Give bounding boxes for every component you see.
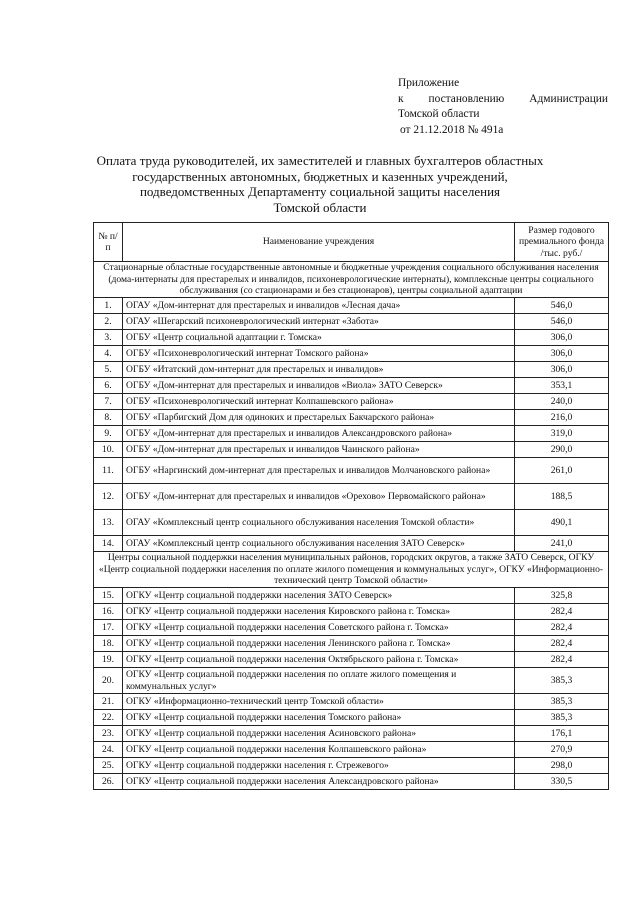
table-row [94, 758, 609, 774]
row-institution-name: ОГБУ «Итатский дом-интернат для престарелых и инвалидов» [123, 362, 515, 378]
row-number: 21. [94, 694, 123, 710]
row-institution-name: ОГАУ «Дом-интернат для престарелых и инвалидов «Лесная дача» [123, 298, 515, 314]
row-number: 9. [94, 426, 123, 442]
row-number: 4. [94, 346, 123, 362]
row-institution-name: ОГКУ «Центр социальной поддержки населения г. Стрежевого» [123, 758, 515, 774]
table-row [94, 620, 609, 636]
row-number: 6. [94, 378, 123, 394]
row-number: 3. [94, 330, 123, 346]
annex-date-number: от 21.12.2018 № 491а [400, 123, 504, 136]
row-fund-amount: 240,0 [515, 394, 609, 410]
row-institution-name: ОГБУ «Парбигский Дом для одиноких и престарелых Бакчарского района» [123, 410, 515, 426]
table-row [94, 330, 609, 346]
row-institution-name: ОГКУ «Центр социальной поддержки населения Советского района г. Томска» [123, 620, 515, 636]
row-number: 23. [94, 726, 123, 742]
row-fund-amount: 330,5 [515, 774, 609, 790]
annex-word-administration: Администрации [529, 92, 608, 105]
table-row [94, 636, 609, 652]
document-title [90, 153, 550, 215]
row-institution-name: ОГАУ «Комплексный центр социального обслуживания населения ЗАТО Северск» [123, 536, 515, 552]
row-number: 16. [94, 604, 123, 620]
header-name: Наименование учреждения [123, 223, 515, 262]
annex-word-k: к [398, 92, 404, 105]
row-institution-name: ОГБУ «Дом-интернат для престарелых и инвалидов «Виола» ЗАТО Северск» [123, 378, 515, 394]
table-row [94, 510, 609, 536]
table-row [94, 314, 609, 330]
row-fund-amount: 176,1 [515, 726, 609, 742]
row-institution-name: ОГКУ «Центр социальной поддержки населения Томского района» [123, 710, 515, 726]
row-institution-name: ОГБУ «Наргинский дом-интернат для престарелых и инвалидов Молчановского района» [123, 458, 515, 484]
row-number: 12. [94, 484, 123, 510]
table-row [94, 652, 609, 668]
row-institution-name: ОГБУ «Психоневрологический интернат Колпашевского района» [123, 394, 515, 410]
row-number: 13. [94, 510, 123, 536]
row-fund-amount: 385,3 [515, 710, 609, 726]
table-row [94, 742, 609, 758]
row-institution-name: ОГКУ «Центр социальной поддержки населения Александровского района» [123, 774, 515, 790]
table-row [94, 668, 609, 694]
table-row [94, 362, 609, 378]
annex-region: Томской области [398, 108, 480, 121]
row-number: 26. [94, 774, 123, 790]
row-fund-amount: 546,0 [515, 314, 609, 330]
table-row [94, 536, 609, 552]
row-number: 5. [94, 362, 123, 378]
row-fund-amount: 325,8 [515, 588, 609, 604]
row-fund-amount: 319,0 [515, 426, 609, 442]
row-fund-amount: 270,9 [515, 742, 609, 758]
row-fund-amount: 188,5 [515, 484, 609, 510]
row-institution-name: ОГКУ «Центр социальной поддержки населения Кировского района г. Томска» [123, 604, 515, 620]
bonus-fund-table [93, 222, 609, 790]
row-number: 10. [94, 442, 123, 458]
annex-title: Приложение [398, 77, 460, 89]
row-fund-amount: 282,4 [515, 636, 609, 652]
title-line-4: Томской области [273, 199, 367, 215]
row-number: 15. [94, 588, 123, 604]
row-institution-name: ОГАУ «Комплексный центр социального обслуживания населения Томской области» [123, 510, 515, 536]
row-fund-amount: 290,0 [515, 442, 609, 458]
table-row [94, 710, 609, 726]
row-fund-amount: 306,0 [515, 346, 609, 362]
row-fund-amount: 282,4 [515, 604, 609, 620]
row-fund-amount: 546,0 [515, 298, 609, 314]
table-row [94, 458, 609, 484]
row-institution-name: ОГКУ «Центр социальной поддержки населения Ленинского района г. Томска» [123, 636, 515, 652]
table-header-row [94, 223, 609, 262]
row-fund-amount: 282,4 [515, 620, 609, 636]
row-fund-amount: 306,0 [515, 330, 609, 346]
row-fund-amount: 216,0 [515, 410, 609, 426]
table-row [94, 726, 609, 742]
row-number: 24. [94, 742, 123, 758]
row-institution-name: ОГКУ «Центр социальной поддержки населения ЗАТО Северск» [123, 588, 515, 604]
row-institution-name: ОГКУ «Центр социальной поддержки населения Колпашевского района» [123, 742, 515, 758]
header-fund: Размер годового премиального фонда /тыс. руб./ [515, 223, 609, 262]
row-fund-amount: 385,3 [515, 668, 609, 694]
row-institution-name: ОГКУ «Центр социальной поддержки населения по оплате жилого помещения и коммунальных услуг» [123, 668, 515, 694]
table-row [94, 774, 609, 790]
row-number: 7. [94, 394, 123, 410]
row-institution-name: ОГБУ «Психоневрологический интернат Томского района» [123, 346, 515, 362]
title-line-1: Оплата труда руководителей, их заместителей и главных бухгалтеров областных [96, 153, 544, 168]
row-institution-name: ОГКУ «Центр социальной поддержки населения Асиновского района» [123, 726, 515, 742]
table-row [94, 588, 609, 604]
row-number: 2. [94, 314, 123, 330]
annex-block [398, 76, 608, 138]
row-fund-amount: 306,0 [515, 362, 609, 378]
table-row [94, 298, 609, 314]
annex-word-resolution: постановлению [428, 92, 505, 105]
row-number: 19. [94, 652, 123, 668]
table-row [94, 410, 609, 426]
row-number: 18. [94, 636, 123, 652]
row-number: 14. [94, 536, 123, 552]
row-institution-name: ОГАУ «Шегарский психоневрологический интернат «Забота» [123, 314, 515, 330]
title-line-3: подведомственных Департаменту социальной защиты населения [139, 184, 501, 200]
row-number: 1. [94, 298, 123, 314]
row-fund-amount: 298,0 [515, 758, 609, 774]
section-heading-row [94, 552, 609, 588]
row-institution-name: ОГБУ «Дом-интернат для престарелых и инвалидов Александровского района» [123, 426, 515, 442]
table-row [94, 604, 609, 620]
table-row [94, 694, 609, 710]
row-number: 11. [94, 458, 123, 484]
row-institution-name: ОГКУ «Информационно-технический центр Томской области» [123, 694, 515, 710]
row-number: 8. [94, 410, 123, 426]
table-row [94, 346, 609, 362]
row-fund-amount: 282,4 [515, 652, 609, 668]
table-row [94, 442, 609, 458]
row-fund-amount: 385,3 [515, 694, 609, 710]
row-number: 22. [94, 710, 123, 726]
row-fund-amount: 241,0 [515, 536, 609, 552]
table-body [94, 262, 609, 790]
header-number: № п/п [94, 223, 123, 262]
table-row [94, 394, 609, 410]
section-heading: Центры социальной поддержки населения муниципальных районов, городских округов, а также ЗАТО Северск, ОГКУ «Центр социальной поддержки населения по оплате жилого помещения и коммунальных услуг», ОГКУ «Информационно-технический центр Томской области» [94, 552, 609, 588]
row-institution-name: ОГБУ «Дом-интернат для престарелых и инвалидов Чаинского района» [123, 442, 515, 458]
row-institution-name: ОГБУ «Центр социальной адаптации г. Томска» [123, 330, 515, 346]
row-fund-amount: 261,0 [515, 458, 609, 484]
row-number: 25. [94, 758, 123, 774]
row-institution-name: ОГБУ «Дом-интернат для престарелых и инвалидов «Орехово» Первомайского района» [123, 484, 515, 510]
row-number: 20. [94, 668, 123, 694]
table-row [94, 426, 609, 442]
row-institution-name: ОГКУ «Центр социальной поддержки населения Октябрьского района г. Томска» [123, 652, 515, 668]
table-row [94, 378, 609, 394]
section-heading-row [94, 262, 609, 298]
table-row [94, 484, 609, 510]
row-fund-amount: 353,1 [515, 378, 609, 394]
row-fund-amount: 490,1 [515, 510, 609, 536]
row-number: 17. [94, 620, 123, 636]
title-line-2: государственных автономных, бюджетных и казенных учреждений, [132, 168, 508, 184]
annex-resolution-line [398, 92, 608, 108]
section-heading: Стационарные областные государственные автономные и бюджетные учреждения социального обслуживания населения (дома-интернаты для престарелых и инвалидов, психоневрологические интернаты), комплексные центры социального обслуживания (со стационарами и без стационаров), центры социальной адаптации [94, 262, 609, 298]
